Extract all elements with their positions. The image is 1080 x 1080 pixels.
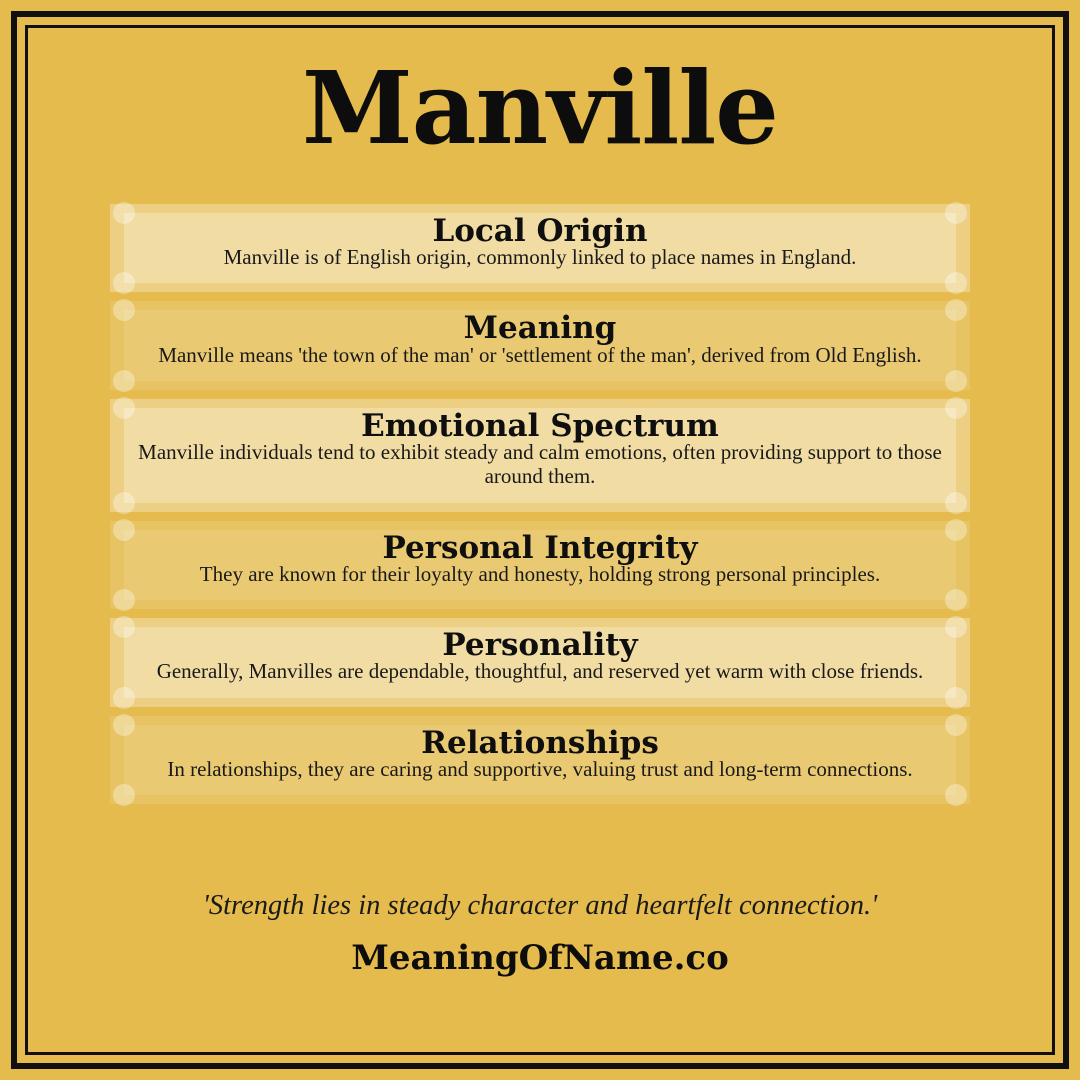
- section-card-inner: [124, 310, 956, 380]
- footer: [203, 890, 877, 978]
- page-title: Manville: [302, 49, 778, 167]
- section-title: Local Origin: [432, 213, 648, 249]
- section-card-personality: [110, 618, 970, 706]
- section-body: In relationships, they are caring and supportive, valuing trust and long-term connections.: [167, 756, 913, 781]
- section-card-inner: [124, 213, 956, 283]
- section-card-local-origin: [110, 204, 970, 292]
- section-title: Personality: [442, 627, 638, 664]
- section-card-personal-integrity: [110, 521, 970, 609]
- section-body: Manville is of English origin, commonly linked to place names in England.: [223, 245, 857, 270]
- section-card-relationships: [110, 716, 970, 804]
- section-title: Emotional Spectrum: [361, 407, 719, 444]
- section-body: Manville individuals tend to exhibit steady and calm emotions, often providing support to those around them.: [138, 440, 942, 489]
- section-title: Personal Integrity: [382, 529, 698, 566]
- section-card-meaning: [110, 301, 970, 389]
- section-body: Generally, Manvilles are dependable, thoughtful, and reserved yet warm with close friends.: [156, 659, 924, 684]
- footer-quote: 'Strength lies in steady character and heartfelt connection.': [202, 890, 878, 922]
- section-title: Meaning: [463, 310, 617, 347]
- section-card-emotional-spectrum: [110, 399, 970, 512]
- section-card-inner: [124, 408, 956, 503]
- section-card-inner: [124, 530, 956, 600]
- page-content: [28, 28, 1052, 1052]
- section-card-inner: [124, 725, 956, 795]
- section-card-inner: [124, 627, 956, 697]
- section-body: They are known for their loyalty and honesty, holding strong personal principles.: [199, 561, 881, 586]
- section-body: Manville means 'the town of the man' or 'settlement of the man', derived from Old English.: [158, 342, 922, 367]
- sections-list: [110, 204, 970, 804]
- section-title: Relationships: [421, 724, 659, 761]
- brand-text: MeaningOfName.co: [351, 938, 729, 979]
